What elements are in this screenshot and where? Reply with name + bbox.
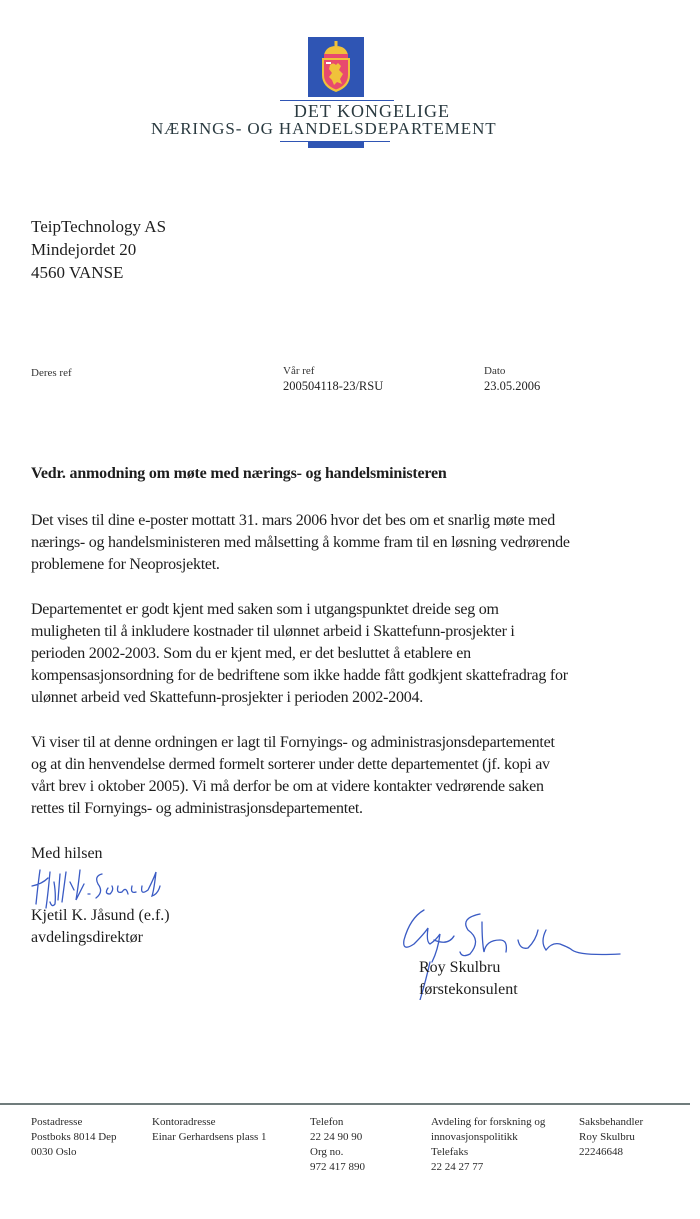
footer-postadresse (31, 1115, 117, 1160)
recipient-address (31, 215, 166, 284)
var-ref-value: 200504118-23/RSU (283, 379, 384, 393)
signatory-2-name: Roy Skulbru (419, 959, 501, 976)
signatory-1-name: Kjetil K. Jåsund (e.f.) (31, 907, 170, 924)
footer-saksbehandler (579, 1115, 643, 1160)
dato (484, 365, 540, 394)
paragraph-2 (31, 599, 691, 709)
letter-subject: Vedr. anmodning om møte med nærings- og handelsministeren (31, 465, 447, 482)
footer-line: Roy Skulbru (579, 1131, 635, 1143)
footer-line: 972 417 890 (310, 1161, 365, 1173)
paragraph-line: problemene for Neoprosjektet. (31, 556, 220, 573)
paragraph-line: kompensasjonsordning for de bedriftene som ikke hadde fått godkjent skattefradrag for (31, 667, 568, 684)
var-ref (283, 365, 383, 394)
coat-of-arms-icon (308, 37, 364, 97)
paragraph-line: vårt brev i oktober 2005). Vi må derfor be om at videre kontakter vedrørende saken (31, 778, 544, 795)
footer-line: 0030 Oslo (31, 1146, 77, 1158)
paragraph-line: nærings- og handelsministeren med målsetting å komme fram til en løsning vedrørende (31, 534, 570, 551)
footer-line: 22 24 90 90 (310, 1131, 363, 1143)
paragraph-line: Departementet er godt kjent med saken som i utgangspunktet dreide seg om (31, 601, 499, 618)
signatory-2-title: førstekonsulent (419, 981, 518, 998)
footer-line: Kontoradresse (152, 1116, 216, 1128)
footer-line: Telefaks (431, 1146, 469, 1158)
letterhead-bar (308, 142, 364, 148)
paragraph-3 (31, 732, 691, 820)
footer-avdeling (431, 1115, 545, 1175)
paragraph-line: rettes til Fornyings- og administrasjonsdepartementet. (31, 800, 363, 817)
deres-ref-label: Deres ref (31, 367, 72, 379)
letterhead-line2: NÆRINGS- OG HANDELSDEPARTEMENT (151, 119, 497, 138)
paragraph-line: Det vises til dine e-poster mottatt 31. mars 2006 hvor det bes om et snarlig møte med (31, 512, 555, 529)
paragraph-line: Vi viser til at denne ordningen er lagt til Fornyings- og administrasjonsdepartementet (31, 734, 555, 751)
footer-line: Einar Gerhardsens plass 1 (152, 1131, 267, 1143)
footer-line: Telefon (310, 1116, 344, 1128)
footer-line: Org no. (310, 1146, 344, 1158)
signatory-1-title: avdelingsdirektør (31, 929, 143, 946)
paragraph-line: perioden 2002-2003. Som du er kjent med, er det besluttet å etablere en (31, 645, 471, 662)
dato-value: 23.05.2006 (484, 379, 541, 393)
paragraph-line: ulønnet arbeid ved Skattefunn-prosjekter i perioden 2002-2004. (31, 689, 423, 706)
closing: Med hilsen (31, 845, 103, 862)
footer-line: 22246648 (579, 1146, 623, 1158)
crest-icon (308, 37, 364, 97)
recipient-line: Mindejordet 20 (31, 240, 137, 259)
signatory-2 (419, 957, 518, 1001)
footer-rule (0, 1103, 690, 1105)
recipient-line: 4560 VANSE (31, 263, 124, 282)
footer-line: 22 24 27 77 (431, 1161, 484, 1173)
footer-line: Saksbehandler (579, 1116, 644, 1128)
footer-telefon (310, 1115, 365, 1175)
paragraph-line: og at din henvendelse dermed formelt sorterer under dette departementet (jf. kopi av (31, 756, 550, 773)
footer-line: Postadresse (31, 1116, 83, 1128)
paragraph-line: muligheten til å inkludere kostnader til ulønnet arbeid i Skattefunn-prosjekter i (31, 623, 515, 640)
footer-line: Postboks 8014 Dep (31, 1131, 117, 1143)
paragraph-1 (31, 510, 691, 576)
signatory-1 (31, 905, 170, 949)
footer-kontoradresse (152, 1115, 267, 1145)
var-ref-label: Vår ref (283, 365, 315, 377)
footer-line: innovasjonspolitikk (431, 1131, 518, 1143)
footer-line: Avdeling for forskning og (431, 1116, 546, 1128)
recipient-line: TeipTechnology AS (31, 217, 167, 236)
letterhead-line1: DET KONGELIGE (293, 101, 450, 121)
dato-label: Dato (484, 365, 506, 377)
